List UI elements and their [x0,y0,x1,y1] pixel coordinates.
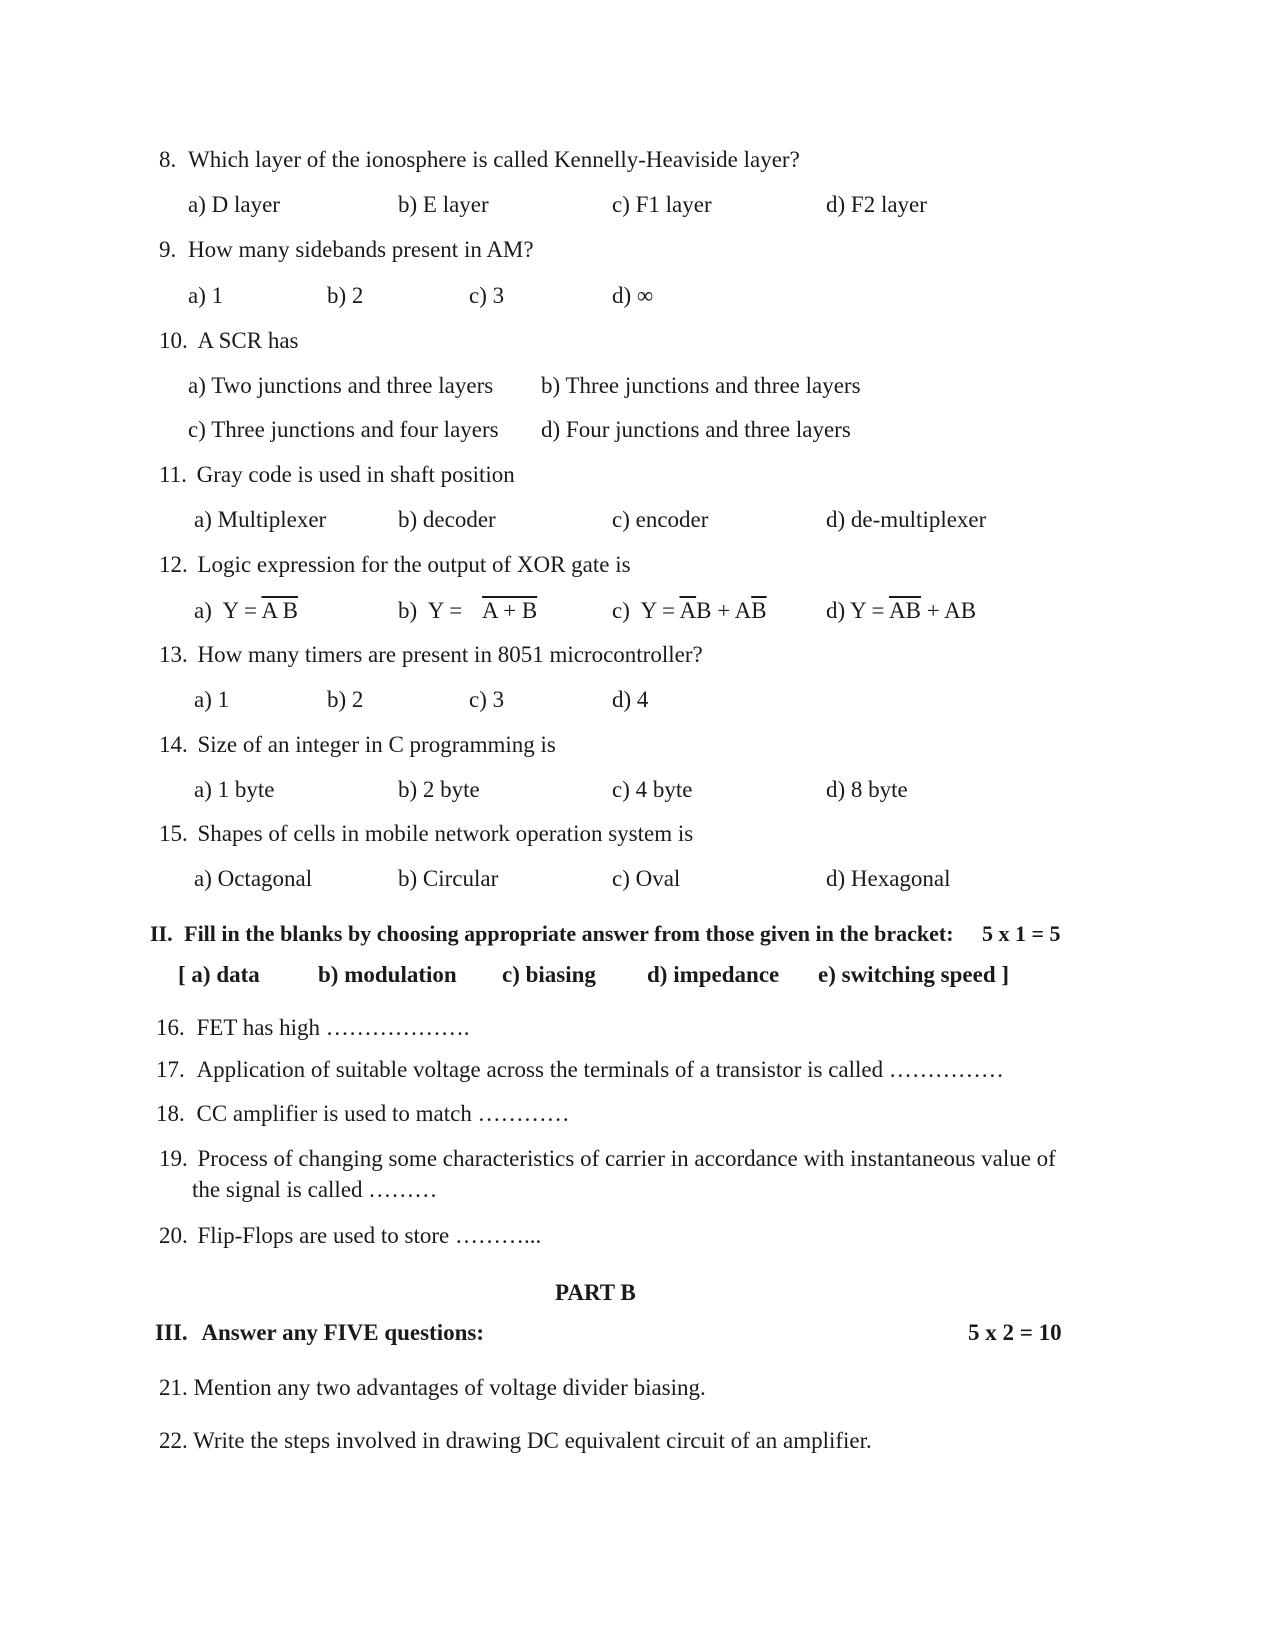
option-a: a) Multiplexer [194,507,327,532]
question-text: How many sidebands present in AM? [188,237,534,262]
option-d: d) ∞ [612,283,654,308]
question-text: Which layer of the ionosphere is called Kennelly-Heaviside layer? [188,147,800,172]
option-b [398,599,537,622]
question-number: 8. [159,147,177,172]
option-b: b) Three junctions and three layers [541,373,861,398]
part-b-title: PART B [555,1280,636,1305]
question-text: Write the steps involved in drawing DC equivalent circuit of an amplifier. [193,1428,872,1453]
option-d: d) F2 layer [826,192,927,217]
question-number: 16. [156,1015,185,1040]
option-label: c) Y = [612,598,680,623]
question-8 [159,148,800,171]
option-d: d) 8 byte [826,777,908,802]
question-12 [159,553,631,576]
question-number: 14. [159,732,188,757]
option-a: a) D layer [188,192,280,217]
question-15 [159,822,693,845]
option-term: + AB [920,598,977,623]
option-c: c) 4 byte [612,777,693,802]
option-c: c) 3 [469,687,505,712]
section-3-marks: 5 x 2 = 10 [968,1320,1062,1345]
option-term: $\overline{A}$ [679,598,697,623]
answer-bank-item: [ a) data [178,962,260,987]
option-c: c) Oval [612,866,681,891]
question-text: Gray code is used in shaft position [196,462,515,487]
option-d [826,599,976,622]
question-text: Size of an integer in C programming is [197,732,556,757]
option-label: d) Y = [826,598,890,623]
option-term: $\overline{B}$ [751,598,767,623]
question-number: 20. [159,1223,188,1248]
question-text: Mention any two advantages of voltage divider biasing. [193,1375,706,1400]
option-a: a) 1 byte [194,777,275,802]
question-14 [159,733,556,756]
option-c: c) F1 layer [612,192,712,217]
question-text: Shapes of cells in mobile network operation system is [197,821,694,846]
option-b: b) E layer [398,192,489,217]
option-b: b) 2 [327,687,364,712]
option-b: b) decoder [398,507,496,532]
question-text: CC amplifier is used to match ………… [196,1101,570,1126]
question-20 [159,1224,541,1247]
question-9 [159,238,534,261]
question-22 [159,1429,872,1452]
section-number: III. [155,1320,188,1345]
question-text: Application of suitable voltage across the terminals of a transistor is called …………… [196,1057,1004,1082]
option-c: c) Three junctions and four layers [188,417,499,442]
question-11 [159,463,515,486]
option-c: c) 3 [469,283,505,308]
question-number: 17. [156,1057,185,1082]
option-d: d) Four junctions and three layers [541,417,851,442]
question-text: Flip-Flops are used to store ………... [197,1223,542,1248]
question-text: How many timers are present in 8051 microcontroller? [197,642,703,667]
option-b: b) Circular [398,866,499,891]
option-a: a) 1 [188,283,224,308]
question-13 [159,643,703,666]
question-16 [156,1016,470,1039]
option-label: b) Y = [398,598,469,623]
question-number: 10. [159,328,188,353]
question-number: 19. [159,1146,188,1171]
option-expression: A + B [482,598,538,623]
option-term: B + A [696,598,752,623]
question-text: FET has high ………………. [196,1015,470,1040]
section-2-marks: 5 x 1 = 5 [982,921,1061,946]
question-text: Logic expression for the output of XOR gate is [197,552,631,577]
question-number: 22. [159,1428,188,1453]
option-d: d) 4 [612,687,649,712]
question-17 [156,1058,1004,1081]
section-instruction: Fill in the blanks by choosing appropriate answer from those given in the bracket: [184,921,954,946]
question-21 [159,1376,706,1399]
option-b: b) 2 byte [398,777,480,802]
section-2-heading [150,923,954,945]
option-term: $\overline{AB}$ [889,598,921,623]
option-b: b) 2 [327,283,364,308]
question-number: 13. [159,642,188,667]
question-18 [156,1102,570,1125]
question-10 [159,329,298,352]
question-text: A SCR has [197,328,299,353]
answer-bank-item: b) modulation [318,962,457,987]
section-instruction: Answer any FIVE questions: [201,1320,485,1345]
question-number: 18. [156,1101,185,1126]
question-number: 15. [159,821,188,846]
question-number: 21. [159,1375,188,1400]
option-c: c) encoder [612,507,709,532]
section-3-heading [155,1321,484,1344]
answer-bank-item: c) biasing [502,962,596,987]
option-a: a) Octagonal [194,866,313,891]
option-label: a) Y = [194,598,262,623]
option-expression: A B [261,598,298,623]
question-19 [159,1147,1056,1170]
option-a: a) 1 [194,687,230,712]
question-number: 9. [159,237,177,262]
answer-bank-item: d) impedance [647,962,780,987]
option-d: d) Hexagonal [826,866,951,891]
section-number: II. [150,921,173,946]
option-a: a) Two junctions and three layers [188,373,494,398]
option-c [612,599,767,622]
question-text: Process of changing some characteristics of carrier in accordance with instantaneous value of [197,1146,1056,1171]
question-number: 12. [159,552,188,577]
question-19-continuation: the signal is called ……… [192,1177,438,1202]
answer-bank-item: e) switching speed ] [818,962,1010,987]
option-a [194,599,298,622]
question-number: 11. [159,462,187,487]
option-d: d) de-multiplexer [826,507,987,532]
